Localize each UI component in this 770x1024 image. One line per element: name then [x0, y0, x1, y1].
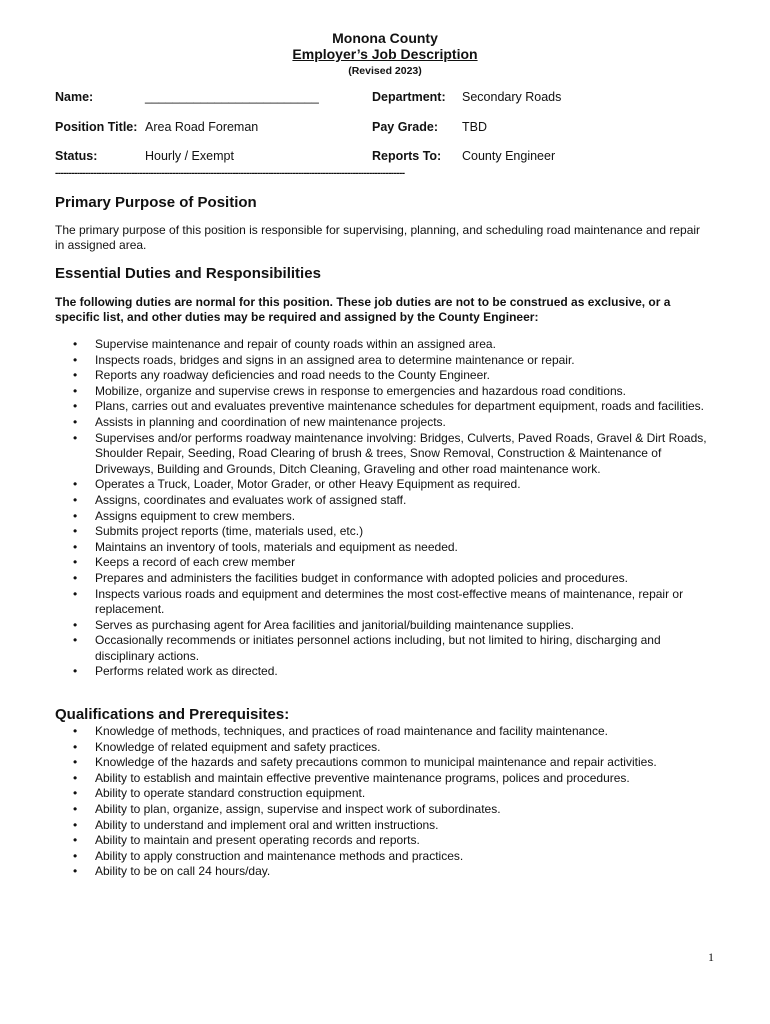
- duty-item: [0, 555, 720, 571]
- qualifications-list: [0, 724, 720, 880]
- duty-item-text: Assists in planning and coordination of new maintenance projects.: [95, 414, 446, 429]
- county-name: Monona County: [332, 30, 438, 46]
- duty-item: [0, 524, 720, 540]
- name-label: Name:: [55, 90, 94, 104]
- qualification-item: [0, 833, 720, 849]
- qualification-item: [0, 786, 720, 802]
- qualification-item: [0, 864, 720, 880]
- bullet-icon: •: [73, 633, 78, 648]
- duty-item-text: Occasionally recommends or initiates personnel actions including, but not limited to hiring, discharging and disciplinary actions.: [95, 633, 661, 663]
- pay-grade-label: Pay Grade:: [372, 120, 439, 134]
- duty-item: [0, 415, 720, 431]
- bullet-icon: •: [73, 477, 78, 492]
- reports-to-value: County Engineer: [462, 149, 556, 163]
- qualification-item-text: Ability to plan, organize, assign, supervise and inspect work of subordinates.: [95, 801, 501, 816]
- duty-item-text: Assigns equipment to crew members.: [95, 508, 296, 523]
- duty-item: [0, 633, 720, 664]
- bullet-icon: •: [73, 430, 78, 445]
- qualifications-heading: Qualifications and Prerequisites:: [55, 706, 290, 723]
- essential-duties-intro: The following duties are normal for this position. These job duties are not to be construed as exclusive, or a specific list, and other duties may be required and assigned by the County Engineer:: [55, 295, 671, 324]
- bullet-icon: •: [73, 739, 78, 754]
- duty-item-text: Submits project reports (time, materials used, etc.): [95, 524, 364, 539]
- position-title-value: Area Road Foreman: [145, 120, 259, 134]
- duty-item-text: Performs related work as directed.: [95, 664, 278, 679]
- bullet-icon: •: [73, 352, 78, 367]
- duty-item-text: Inspects various roads and equipment and determines the most cost-effective means of maintenance, repair or replacement.: [95, 586, 684, 617]
- bullet-icon: •: [73, 414, 78, 429]
- bullet-icon: •: [73, 755, 78, 770]
- duty-item: [0, 493, 720, 509]
- duty-item: [0, 399, 720, 415]
- duty-item-text: Supervises and/or performs roadway maintenance involving: Bridges, Culverts, Paved Roads, Gravel & Dirt Roads, Shoulder Repair, Seeding, Road Clearing of brush & trees, Snow Removal, Construction & Maintenance of Driveways, Building and Grounds, Ditch Cleaning, Graveling and other road maintenance work.: [95, 430, 707, 476]
- bullet-icon: •: [73, 770, 78, 785]
- duty-item-text: Keeps a record of each crew member: [95, 555, 296, 570]
- duty-item: [0, 477, 720, 493]
- pay-grade-value: TBD: [462, 120, 487, 134]
- document-title: [0, 46, 770, 62]
- qualification-item: [0, 740, 720, 756]
- bullet-icon: •: [73, 337, 78, 351]
- qualification-item: [0, 802, 720, 818]
- status-value: Hourly / Exempt: [145, 149, 234, 163]
- duty-item: [0, 664, 720, 680]
- duty-item: [0, 431, 720, 478]
- essential-duties-heading: Essential Duties and Responsibilities: [55, 265, 321, 282]
- primary-purpose-heading: Primary Purpose of Position: [55, 194, 257, 211]
- bullet-icon: •: [73, 570, 78, 585]
- bullet-icon: •: [73, 817, 78, 832]
- bullet-icon: •: [73, 555, 78, 570]
- duty-item-text: Maintains an inventory of tools, materials and equipment as needed.: [95, 539, 458, 554]
- qualification-item-text: Ability to understand and implement oral and written instructions.: [95, 817, 439, 832]
- primary-purpose-text: The primary purpose of this position is responsible for supervising, planning, and scheduling road maintenance and repair in assigned area.: [55, 223, 701, 252]
- reports-to-label: Reports To:: [372, 149, 442, 163]
- bullet-icon: •: [73, 617, 78, 632]
- bullet-icon: •: [73, 368, 78, 383]
- duty-item-text: Reports any roadway deficiencies and road needs to the County Engineer.: [95, 368, 490, 383]
- qualification-item: [0, 755, 720, 771]
- bullet-icon: •: [73, 399, 78, 414]
- bullet-icon: •: [73, 724, 78, 738]
- department-label: Department:: [372, 90, 446, 104]
- department-value: Secondary Roads: [462, 90, 562, 104]
- duty-item: [0, 368, 720, 384]
- name-value: _________________________: [145, 90, 319, 104]
- duty-item: [0, 618, 720, 634]
- bullet-icon: •: [73, 586, 78, 601]
- duty-item: [0, 571, 720, 587]
- bullet-icon: •: [73, 664, 78, 679]
- qualification-item-text: Knowledge of related equipment and safety practices.: [95, 739, 381, 754]
- essential-duties-list: [0, 337, 720, 680]
- bullet-icon: •: [73, 508, 78, 523]
- duty-item: [0, 587, 720, 618]
- qualification-item: [0, 818, 720, 834]
- duty-item-text: Prepares and administers the facilities budget in conformance with adopted policies and procedures.: [95, 570, 628, 585]
- duty-item-text: Serves as purchasing agent for Area facilities and janitorial/building maintenance supplies.: [95, 617, 574, 632]
- duty-item-text: Assigns, coordinates and evaluates work of assigned staff.: [95, 492, 407, 507]
- status-label: Status:: [55, 149, 98, 163]
- bullet-icon: •: [73, 383, 78, 398]
- duty-item-text: Operates a Truck, Loader, Motor Grader, or other Heavy Equipment as required.: [95, 477, 521, 492]
- bullet-icon: •: [73, 492, 78, 507]
- qualification-item-text: Ability to apply construction and maintenance methods and practices.: [95, 848, 464, 863]
- bullet-icon: •: [73, 524, 78, 539]
- bullet-icon: •: [73, 864, 78, 879]
- qualification-item: [0, 849, 720, 865]
- revision-note: (Revised 2023): [348, 65, 422, 77]
- qualification-item-text: Ability to establish and maintain effective preventive maintenance programs, polices and procedures.: [95, 770, 630, 785]
- duty-item: [0, 337, 720, 353]
- dashed-divider: --------------------------------------------------------------------------------------------------------------------------------: [55, 168, 405, 179]
- position-title-label: Position Title:: [55, 120, 138, 134]
- duty-item-text: Mobilize, organize and supervise crews in response to emergencies and hazardous road conditions.: [95, 383, 626, 398]
- duty-item: [0, 540, 720, 556]
- bullet-icon: •: [73, 801, 78, 816]
- bullet-icon: •: [73, 786, 78, 801]
- bullet-icon: •: [73, 848, 78, 863]
- qualification-item: [0, 771, 720, 787]
- duty-item-text: Plans, carries out and evaluates preventive maintenance schedules for department equipment, roads and facilities.: [95, 399, 705, 414]
- duty-item: [0, 353, 720, 369]
- duty-item-text: Supervise maintenance and repair of county roads within an assigned area.: [95, 337, 496, 351]
- page-number: 1: [708, 950, 714, 964]
- qualification-item-text: Ability to be on call 24 hours/day.: [95, 864, 271, 879]
- duty-item: [0, 509, 720, 525]
- qualification-item-text: Ability to operate standard construction equipment.: [95, 786, 366, 801]
- qualification-item-text: Knowledge of methods, techniques, and practices of road maintenance and facility maintenance.: [95, 724, 608, 738]
- qualification-item: [0, 724, 720, 740]
- bullet-icon: •: [73, 833, 78, 848]
- duty-item: [0, 384, 720, 400]
- qualification-item-text: Ability to maintain and present operating records and reports.: [95, 833, 420, 848]
- qualification-item-text: Knowledge of the hazards and safety precautions common to municipal maintenance and repair activities.: [95, 755, 657, 770]
- duty-item-text: Inspects roads, bridges and signs in an assigned area to determine maintenance or repair.: [95, 352, 575, 367]
- bullet-icon: •: [73, 539, 78, 554]
- document-title-text: Employer’s Job Description: [292, 46, 478, 62]
